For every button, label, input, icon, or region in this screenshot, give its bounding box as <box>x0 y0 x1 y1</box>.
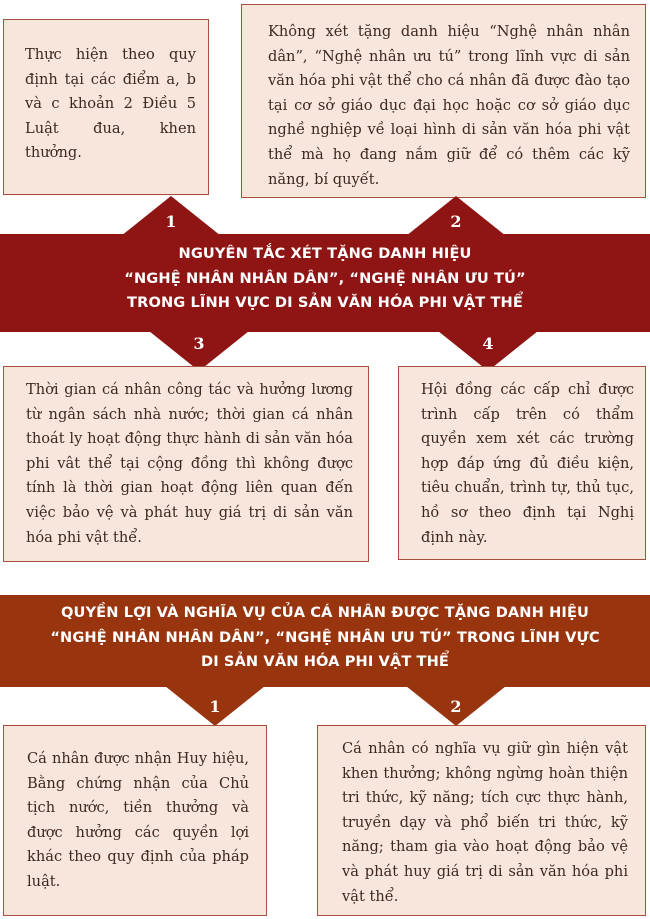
rights-box-2 <box>317 725 646 916</box>
principles-title-line-3: TRONG LĨNH VỰC DI SẢN VĂN HÓA PHI VẬT THỂ <box>127 294 523 311</box>
principle-text-3: Thời gian cá nhân công tác và hưởng lương từ ngân sách nhà nước; thời gian cá nhân thoát ly hoạt động thực hành di sản văn hóa phi vât thể tại cộng đồng thì không được tính là thời gian hoạt động liên quan đến việc bảo vệ và phát huy giá trị di sản văn hóa phi vật thể. <box>26 381 353 546</box>
rights-banner <box>0 595 650 687</box>
principle-text-2: Không xét tặng danh hiệu “Nghệ nhân nhân dân”, “Nghệ nhân ưu tú” trong lĩnh vực di sản văn hóa phi vật thể cho cá nhân đã được đào tạo tại cơ sở giáo dục đại học hoặc cơ sở giáo dục nghề nghiệp về loại hình di sản văn hóa phi vật thể mà họ đang nắm giữ để có thêm các kỹ năng, bí quyết. <box>268 23 630 188</box>
rights-text-2: Cá nhân có nghĩa vụ giữ gìn hiện vật khen thưởng; không ngừng hoàn thiện tri thức, kỹ năng; tích cực thực hành, truyền dạy và phổ biến tri thức, kỹ năng; tham gia vào hoạt động bảo vệ và phát huy giá trị di sản văn hóa phi vật thể. <box>342 740 628 905</box>
number-badge-2: 2 <box>450 212 462 231</box>
principles-title-line-2: “NGHỆ NHÂN NHÂN DÂN”, “NGHỆ NHÂN ƯU TÚ” <box>124 269 526 287</box>
principle-text-1: Thực hiện theo quy định tại các điểm a, b và c khoản 2 Điều 5 Luật đua, khen thưởng. <box>25 46 196 162</box>
number-badge-1: 1 <box>165 212 177 231</box>
principle-text-4: Hội đồng các cấp chỉ được trình cấp trên có thẩm quyền xem xét các trường hợp đáp ứng đủ điều kiện, tiêu chuẩn, trình tự, thủ tục, hồ sơ theo định tại Nghị định này. <box>421 381 634 546</box>
number-badge-4: 4 <box>482 334 494 353</box>
principle-box-2 <box>241 4 646 198</box>
number-badge-3: 3 <box>193 334 205 353</box>
principle-box-4 <box>398 366 646 560</box>
rights-text-1: Cá nhân được nhận Huy hiệu, Bằng chứng nhận của Chủ tịch nước, tiền thưởng và được hưởng các quyền lợi khác theo quy định của pháp luật. <box>27 750 249 890</box>
principle-box-3 <box>3 366 369 562</box>
rights-title-line-1: QUYỀN LỢI VÀ NGHĨA VỤ CỦA CÁ NHÂN ĐƯỢC TẶNG DANH HIỆU <box>61 604 589 621</box>
principles-banner <box>0 234 650 332</box>
rights-title-line-3: DI SẢN VĂN HÓA PHI VẬT THỂ <box>201 653 449 670</box>
rights-box-1 <box>3 725 267 916</box>
principles-title-line-1: NGUYÊN TẮC XÉT TẶNG DANH HIỆU <box>178 245 472 262</box>
number-badge-6: 2 <box>450 697 462 716</box>
number-badge-5: 1 <box>209 697 221 716</box>
rights-title-line-2: “NGHỆ NHÂN NHÂN DÂN”, “NGHỆ NHÂN ƯU TÚ” TRONG LĨNH VỰC <box>50 628 600 646</box>
principle-box-1 <box>3 19 209 195</box>
